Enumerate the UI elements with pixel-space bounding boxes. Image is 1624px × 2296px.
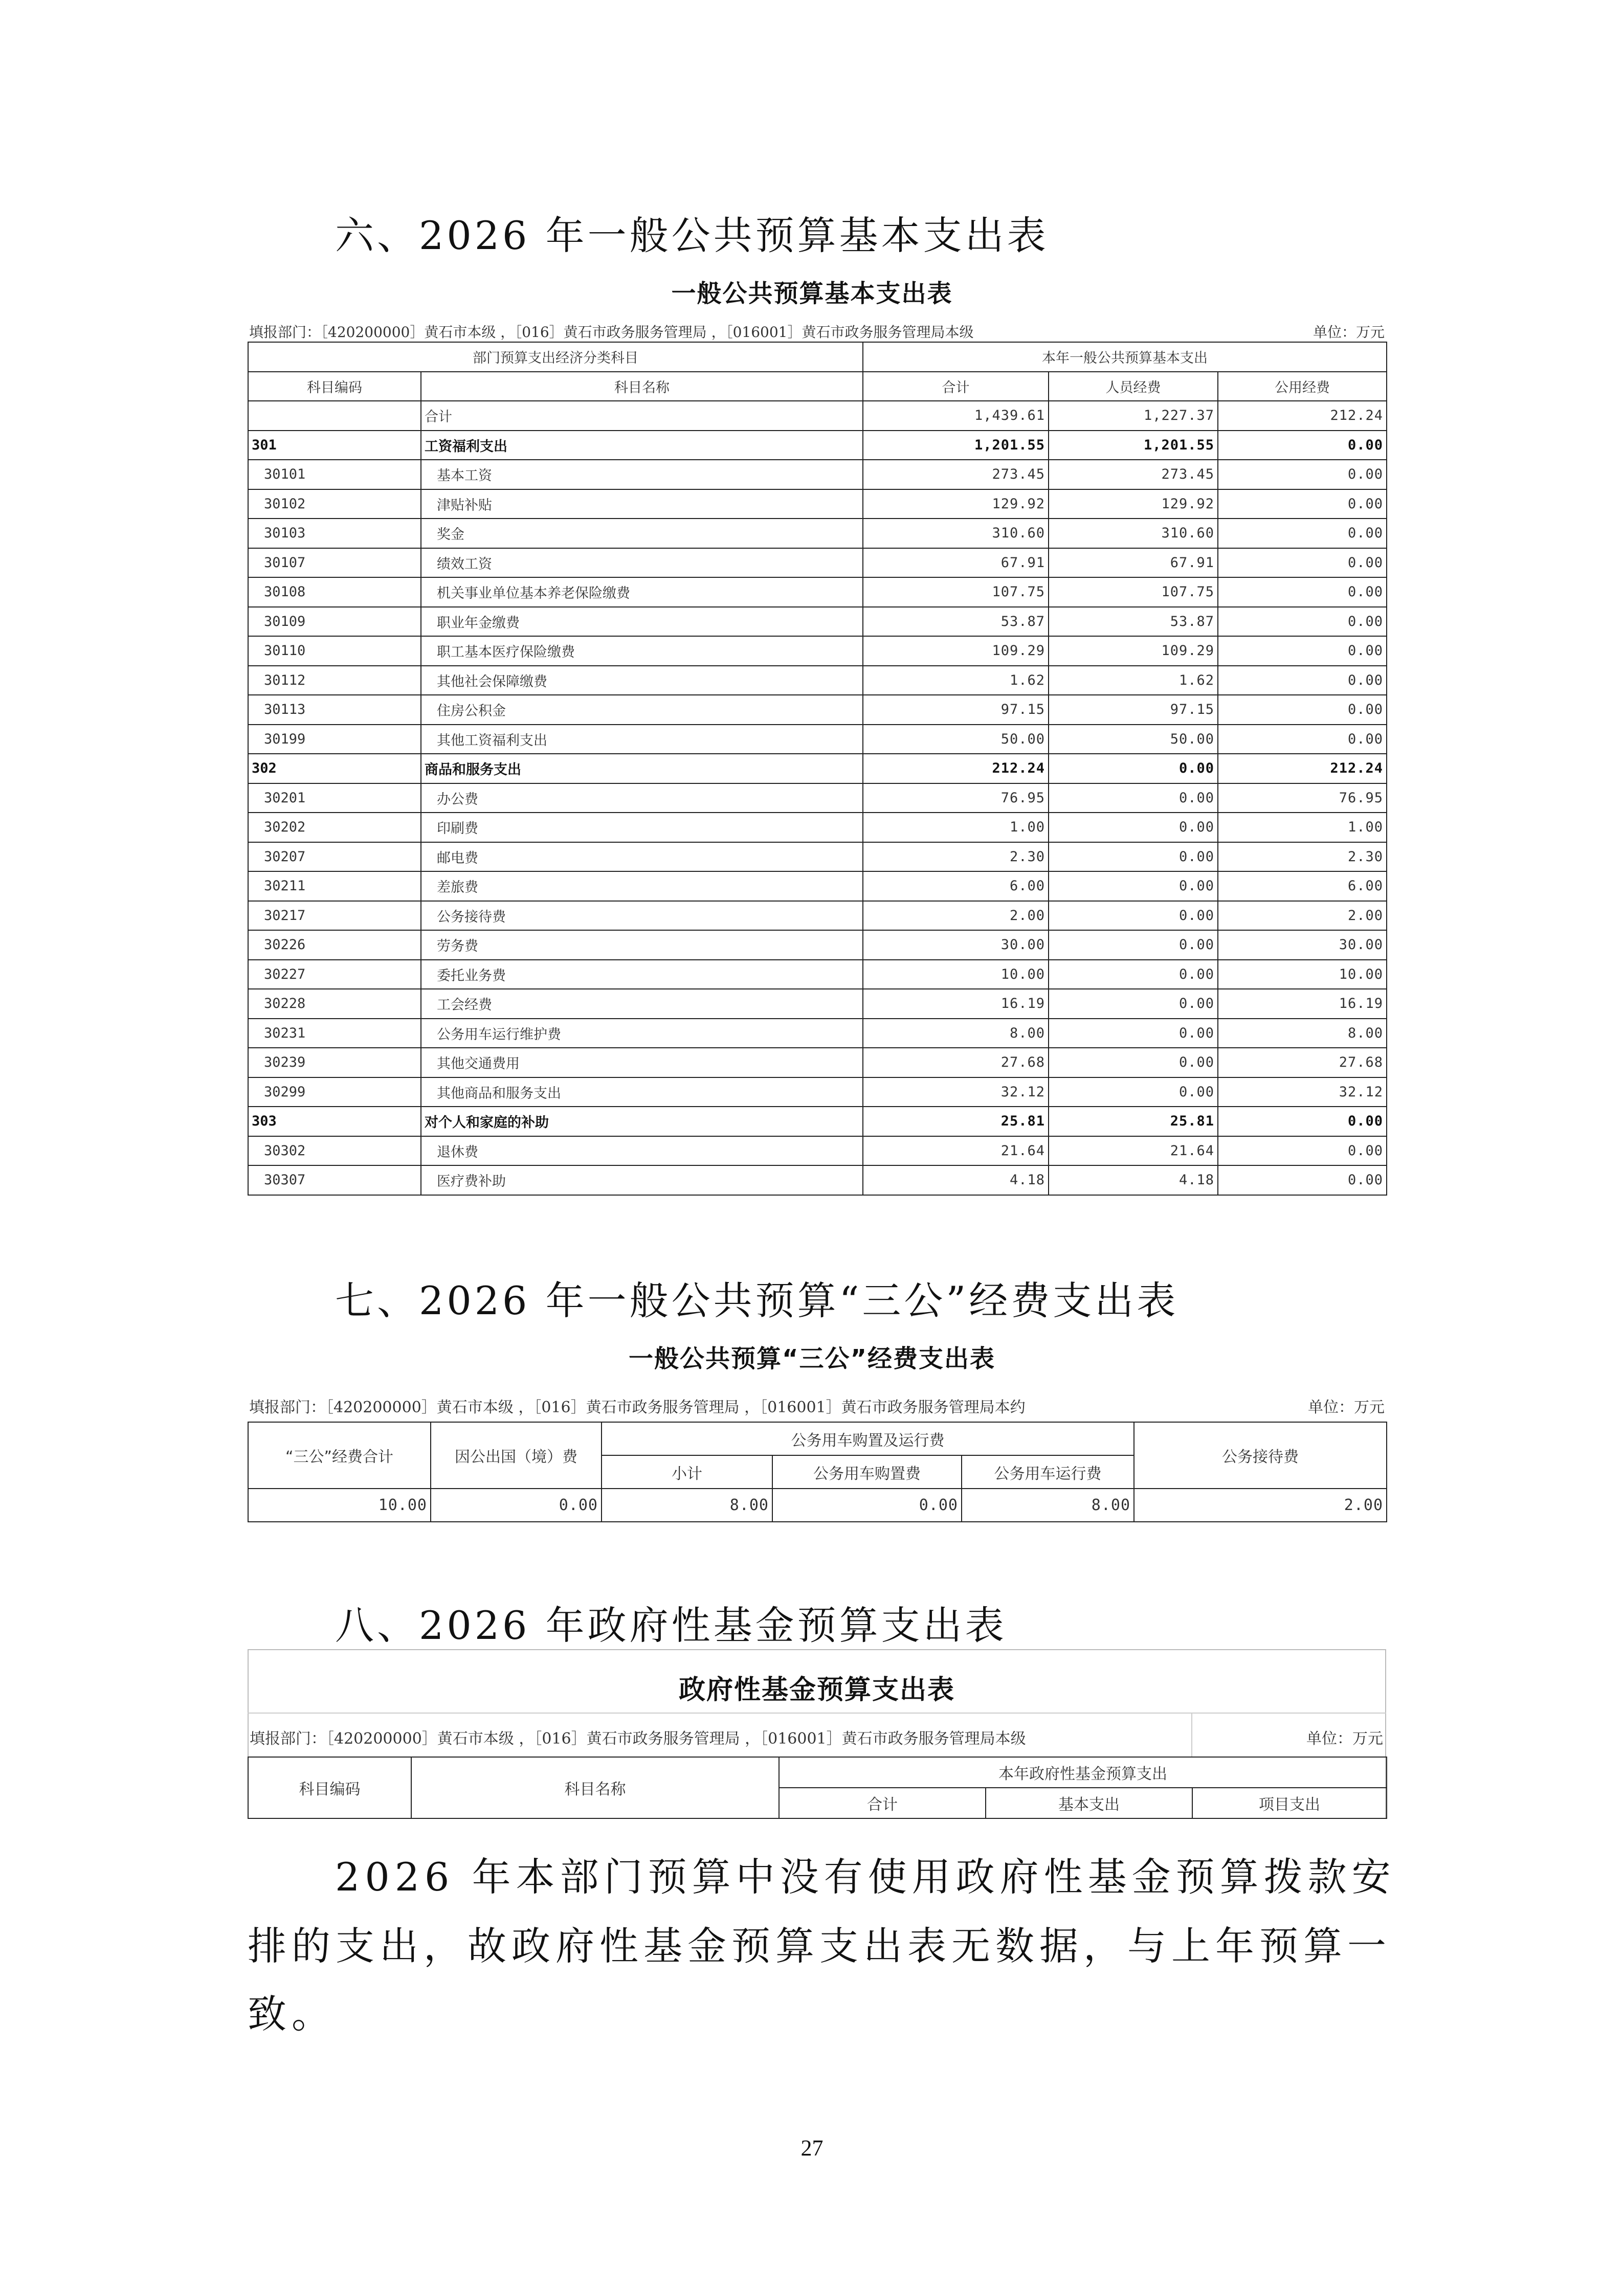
table-3-unit: 单位：万元 (1306, 1730, 1383, 1748)
col-header-total: 合计 (863, 372, 1049, 401)
row-code: 30108 (248, 577, 421, 607)
fund-header-code: 科目编码 (248, 1757, 411, 1818)
table-row (248, 813, 1387, 842)
row-code: 30110 (248, 636, 421, 666)
row-public: 0.00 (1218, 666, 1387, 695)
row-code: 30302 (248, 1136, 421, 1166)
row-code: 30113 (248, 695, 421, 725)
row-name: 职工基本医疗保险缴费 (421, 636, 863, 666)
row-code: 30107 (248, 548, 421, 578)
row-name: 其他交通费用 (421, 1048, 863, 1077)
table-row (248, 960, 1387, 989)
row-name: 机关事业单位基本养老保险缴费 (421, 577, 863, 607)
row-code: 30109 (248, 607, 421, 637)
header-reception: 公务接待费 (1134, 1422, 1387, 1489)
row-total: 50.00 (863, 725, 1049, 754)
row-public: 76.95 (1218, 783, 1387, 813)
row-name: 奖金 (421, 519, 863, 548)
row-personnel: 0.00 (1049, 871, 1218, 901)
page-number: 27 (800, 2135, 824, 2160)
fund-header-basic: 基本支出 (986, 1788, 1192, 1818)
table-row (248, 783, 1387, 813)
table-row (248, 695, 1387, 725)
row-name: 办公费 (421, 783, 863, 813)
section-6-heading: 六、2026 年一般公共预算基本支出表 (335, 213, 1049, 258)
table-row (248, 901, 1387, 931)
row-code: 30103 (248, 519, 421, 548)
fund-header-name: 科目名称 (411, 1757, 779, 1818)
row-total: 1.62 (863, 666, 1049, 695)
row-public: 27.68 (1218, 1048, 1387, 1077)
row-code: 30102 (248, 489, 421, 519)
row-name: 其他商品和服务支出 (421, 1077, 863, 1107)
row-personnel: 25.81 (1049, 1107, 1218, 1136)
row-code: 302 (248, 754, 421, 783)
table-row (248, 725, 1387, 754)
row-total: 32.12 (863, 1077, 1049, 1107)
row-total: 30.00 (863, 930, 1049, 960)
row-code: 30228 (248, 989, 421, 1019)
table-row (248, 577, 1387, 607)
row-personnel: 1,227.37 (1049, 401, 1218, 431)
table-row (248, 1165, 1387, 1195)
row-personnel: 0.00 (1049, 989, 1218, 1019)
row-total: 107.75 (863, 577, 1049, 607)
row-public: 0.00 (1218, 577, 1387, 607)
row-name: 对个人和家庭的补助 (421, 1107, 863, 1136)
row-public: 30.00 (1218, 930, 1387, 960)
row-personnel: 53.87 (1049, 607, 1218, 637)
table-row (248, 1107, 1387, 1136)
row-public: 0.00 (1218, 519, 1387, 548)
row-public: 32.12 (1218, 1077, 1387, 1107)
row-public: 0.00 (1218, 1165, 1387, 1195)
row-public: 0.00 (1218, 431, 1387, 460)
table-row (248, 666, 1387, 695)
row-total: 10.00 (863, 960, 1049, 989)
row-public: 2.00 (1218, 901, 1387, 931)
row-personnel: 50.00 (1049, 725, 1218, 754)
row-total: 129.92 (863, 489, 1049, 519)
value-abroad: 0.00 (431, 1489, 602, 1522)
table-row (248, 1048, 1387, 1077)
table-row (248, 930, 1387, 960)
row-public: 2.30 (1218, 842, 1387, 872)
row-name: 基本工资 (421, 460, 863, 489)
table-row (248, 989, 1387, 1019)
row-name: 差旅费 (421, 871, 863, 901)
row-code: 30201 (248, 783, 421, 813)
row-personnel: 97.15 (1049, 695, 1218, 725)
table-1-unit: 单位：万元 (1312, 324, 1385, 341)
row-personnel: 273.45 (1049, 460, 1218, 489)
row-public: 16.19 (1218, 989, 1387, 1019)
row-name: 其他社会保障缴费 (421, 666, 863, 695)
fund-expenditure-table (248, 1757, 1387, 1819)
row-total: 76.95 (863, 783, 1049, 813)
col-header-public: 公用经费 (1218, 372, 1387, 401)
value-vehicle-purchase: 0.00 (772, 1489, 962, 1522)
row-code: 301 (248, 431, 421, 460)
row-personnel: 4.18 (1049, 1165, 1218, 1195)
table-3-info-divider (1191, 1714, 1192, 1757)
row-public: 6.00 (1218, 871, 1387, 901)
table-row (248, 548, 1387, 578)
row-code: 303 (248, 1107, 421, 1136)
row-personnel: 1,201.55 (1049, 431, 1218, 460)
table-row (248, 460, 1387, 489)
row-name: 印刷费 (421, 813, 863, 842)
row-total: 27.68 (863, 1048, 1049, 1077)
table-row (248, 636, 1387, 666)
row-total: 1,201.55 (863, 431, 1049, 460)
header-abroad: 因公出国（境）费 (431, 1422, 602, 1489)
row-total: 16.19 (863, 989, 1049, 1019)
value-reception: 2.00 (1134, 1489, 1387, 1522)
group-header-classification: 部门预算支出经济分类科目 (248, 342, 863, 372)
row-personnel: 310.60 (1049, 519, 1218, 548)
row-personnel: 0.00 (1049, 754, 1218, 783)
fund-header-project: 项目支出 (1192, 1788, 1387, 1818)
header-vehicle-operation: 公务用车运行费 (962, 1455, 1134, 1489)
row-name: 职业年金缴费 (421, 607, 863, 637)
table-row (248, 1136, 1387, 1166)
row-public: 0.00 (1218, 548, 1387, 578)
row-total: 21.64 (863, 1136, 1049, 1166)
row-public: 0.00 (1218, 636, 1387, 666)
row-name: 退休费 (421, 1136, 863, 1166)
row-code: 30112 (248, 666, 421, 695)
row-name: 公务用车运行维护费 (421, 1019, 863, 1048)
row-code: 30199 (248, 725, 421, 754)
col-header-code: 科目编码 (248, 372, 421, 401)
row-code (248, 401, 421, 431)
row-name: 邮电费 (421, 842, 863, 872)
row-name: 合计 (421, 401, 863, 431)
row-code: 30226 (248, 930, 421, 960)
row-code: 30202 (248, 813, 421, 842)
row-total: 97.15 (863, 695, 1049, 725)
row-public: 0.00 (1218, 460, 1387, 489)
row-public: 0.00 (1218, 1107, 1387, 1136)
row-personnel: 67.91 (1049, 548, 1218, 578)
row-name: 津贴补贴 (421, 489, 863, 519)
row-name: 委托业务费 (421, 960, 863, 989)
row-personnel: 0.00 (1049, 842, 1218, 872)
row-total: 212.24 (863, 754, 1049, 783)
row-name: 工会经费 (421, 989, 863, 1019)
col-header-personnel: 人员经费 (1049, 372, 1218, 401)
row-name: 其他工资福利支出 (421, 725, 863, 754)
fund-paragraph-line-3: 致。 (248, 1991, 336, 2037)
row-code: 30231 (248, 1019, 421, 1048)
row-total: 273.45 (863, 460, 1049, 489)
row-public: 212.24 (1218, 754, 1387, 783)
row-total: 25.81 (863, 1107, 1049, 1136)
table-2-fill-dept: 填报部门：［420200000］黄石市本级 ，［016］黄石市政务服务管理局 ，［016001］黄石市政务服务管理局本约 (249, 1399, 1026, 1416)
row-name: 公务接待费 (421, 901, 863, 931)
row-code: 30101 (248, 460, 421, 489)
table-row (248, 489, 1387, 519)
header-vehicle-subtotal: 小计 (602, 1455, 772, 1489)
fund-header-total: 合计 (779, 1788, 986, 1818)
row-total: 2.00 (863, 901, 1049, 931)
row-public: 0.00 (1218, 607, 1387, 637)
row-personnel: 1.62 (1049, 666, 1218, 695)
row-code: 30207 (248, 842, 421, 872)
row-total: 4.18 (863, 1165, 1049, 1195)
row-public: 1.00 (1218, 813, 1387, 842)
row-public: 0.00 (1218, 695, 1387, 725)
row-public: 10.00 (1218, 960, 1387, 989)
table-1-title: 一般公共预算基本支出表 (671, 279, 953, 308)
row-personnel: 0.00 (1049, 813, 1218, 842)
row-personnel: 0.00 (1049, 960, 1218, 989)
table-row (248, 1019, 1387, 1048)
row-personnel: 0.00 (1049, 930, 1218, 960)
table-row (248, 607, 1387, 637)
row-personnel: 0.00 (1049, 901, 1218, 931)
row-total: 1.00 (863, 813, 1049, 842)
row-public: 8.00 (1218, 1019, 1387, 1048)
row-personnel: 129.92 (1049, 489, 1218, 519)
table-row (248, 842, 1387, 872)
table-3-fill-dept: 填报部门：［420200000］黄石市本级 ，［016］黄石市政务服务管理局 ，［016001］黄石市政务服务管理局本级 (250, 1730, 1026, 1748)
header-vehicle-purchase: 公务用车购置费 (772, 1455, 962, 1489)
row-total: 67.91 (863, 548, 1049, 578)
table-row (248, 431, 1387, 460)
table-3-info-row (248, 1713, 1386, 1755)
table-3-title: 政府性基金预算支出表 (678, 1675, 955, 1705)
row-public: 0.00 (1218, 725, 1387, 754)
table-row (248, 519, 1387, 548)
row-total: 8.00 (863, 1019, 1049, 1048)
table-row (248, 871, 1387, 901)
basic-expenditure-table (248, 342, 1387, 1196)
fund-header-group: 本年政府性基金预算支出 (779, 1757, 1387, 1788)
row-name: 工资福利支出 (421, 431, 863, 460)
row-code: 30227 (248, 960, 421, 989)
value-three-public-total: 10.00 (248, 1489, 431, 1522)
row-name: 绩效工资 (421, 548, 863, 578)
header-three-public-total: “三公”经费合计 (248, 1422, 431, 1489)
row-personnel: 0.00 (1049, 1077, 1218, 1107)
row-personnel: 0.00 (1049, 1019, 1218, 1048)
row-total: 109.29 (863, 636, 1049, 666)
row-code: 30211 (248, 871, 421, 901)
row-code: 30307 (248, 1165, 421, 1195)
value-vehicle-operation: 8.00 (962, 1489, 1134, 1522)
row-total: 1,439.61 (863, 401, 1049, 431)
col-header-name: 科目名称 (421, 372, 863, 401)
table-row (248, 1077, 1387, 1107)
table-row (248, 401, 1387, 431)
table-1-fill-dept: 填报部门：［420200000］黄石市本级 ，［016］黄石市政务服务管理局 ，［016001］黄石市政务服务管理局本级 (249, 324, 974, 341)
table-row (248, 754, 1387, 783)
row-total: 53.87 (863, 607, 1049, 637)
row-personnel: 21.64 (1049, 1136, 1218, 1166)
three-public-expenses-table (248, 1422, 1387, 1522)
row-code: 30217 (248, 901, 421, 931)
row-public: 0.00 (1218, 1136, 1387, 1166)
row-name: 劳务费 (421, 930, 863, 960)
row-personnel: 107.75 (1049, 577, 1218, 607)
section-7-heading: 七、2026 年一般公共预算“三公”经费支出表 (335, 1278, 1179, 1323)
row-name: 商品和服务支出 (421, 754, 863, 783)
row-name: 住房公积金 (421, 695, 863, 725)
fund-paragraph-line-2: 排的支出，故政府性基金预算支出表无数据，与上年预算一 (248, 1923, 1391, 1969)
row-personnel: 109.29 (1049, 636, 1218, 666)
row-total: 310.60 (863, 519, 1049, 548)
row-name: 医疗费补助 (421, 1165, 863, 1195)
fund-paragraph-line-1: 2026 年本部门预算中没有使用政府性基金预算拨款安 (335, 1854, 1396, 1900)
section-8-heading: 八、2026 年政府性基金预算支出表 (335, 1603, 1007, 1648)
row-total: 6.00 (863, 871, 1049, 901)
row-public: 0.00 (1218, 489, 1387, 519)
row-code: 30239 (248, 1048, 421, 1077)
value-vehicle-subtotal: 8.00 (602, 1489, 772, 1522)
row-public: 212.24 (1218, 401, 1387, 431)
row-code: 30299 (248, 1077, 421, 1107)
row-total: 2.30 (863, 842, 1049, 872)
table-2-title: 一般公共预算“三公”经费支出表 (628, 1344, 996, 1373)
table-2-unit: 单位：万元 (1308, 1399, 1385, 1416)
row-personnel: 0.00 (1049, 1048, 1218, 1077)
row-personnel: 0.00 (1049, 783, 1218, 813)
header-vehicle-group: 公务用车购置及运行费 (602, 1422, 1134, 1455)
group-header-basic-expenditure: 本年一般公共预算基本支出 (863, 342, 1387, 372)
